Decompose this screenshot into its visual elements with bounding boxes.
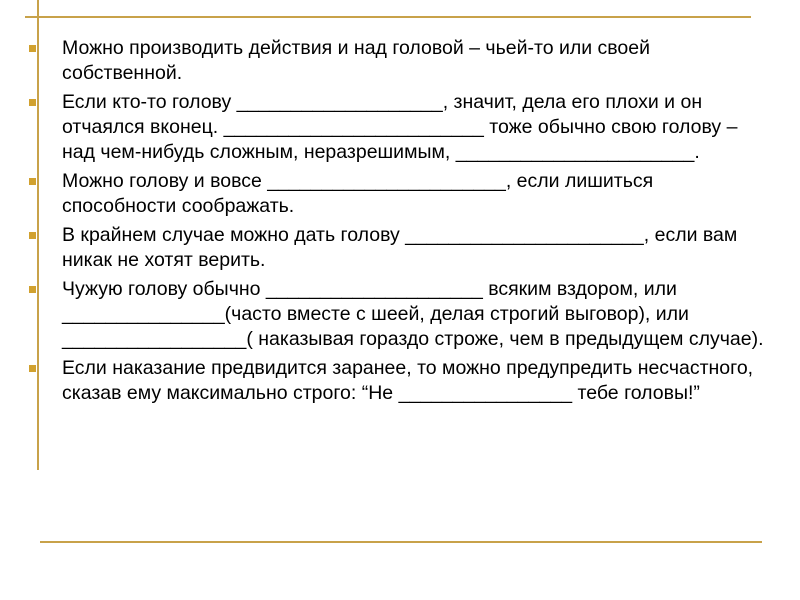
square-bullet-icon [29, 178, 36, 185]
bullet-list [28, 36, 768, 410]
bottom-rule [40, 541, 762, 543]
bullet-item-5 [28, 277, 768, 352]
bullet-text: Можно голову и вовсе ______________________, если лишиться способности соображать. [62, 170, 659, 217]
bullet-text: Можно производить действия и над головой – чьей-то или своей собственной. [62, 37, 656, 84]
bullet-text: Если наказание предвидится заранее, то можно предупредить несчастного, сказав ему максимально строго: “Не ________________ тебе головы!” [62, 357, 759, 404]
bullet-text: Чужую голову обычно ____________________ всяким вздором, или _______________(часто вместе с шеей, делая строгий выговор), или _________________( наказывая гораздо строже, чем в предыдущем случае). [62, 278, 764, 350]
bullet-item-6 [28, 356, 768, 406]
square-bullet-icon [29, 365, 36, 372]
square-bullet-icon [29, 99, 36, 106]
square-bullet-icon [29, 45, 36, 52]
square-bullet-icon [29, 232, 36, 239]
square-bullet-icon [29, 286, 36, 293]
bullet-item-2 [28, 90, 768, 165]
bullet-item-3 [28, 169, 768, 219]
top-rule [25, 16, 751, 18]
bullet-text: В крайнем случае можно дать голову ______________________, если вам никак не хотят верить. [62, 224, 743, 271]
bullet-item-4 [28, 223, 768, 273]
bullet-text: Если кто-то голову ___________________, значит, дела его плохи и он отчаялся вконец. ________________________ тоже обычно свою голову – над чем-нибудь сложным, неразрешимым, ______________________. [62, 91, 743, 163]
bullet-item-1 [28, 36, 768, 86]
